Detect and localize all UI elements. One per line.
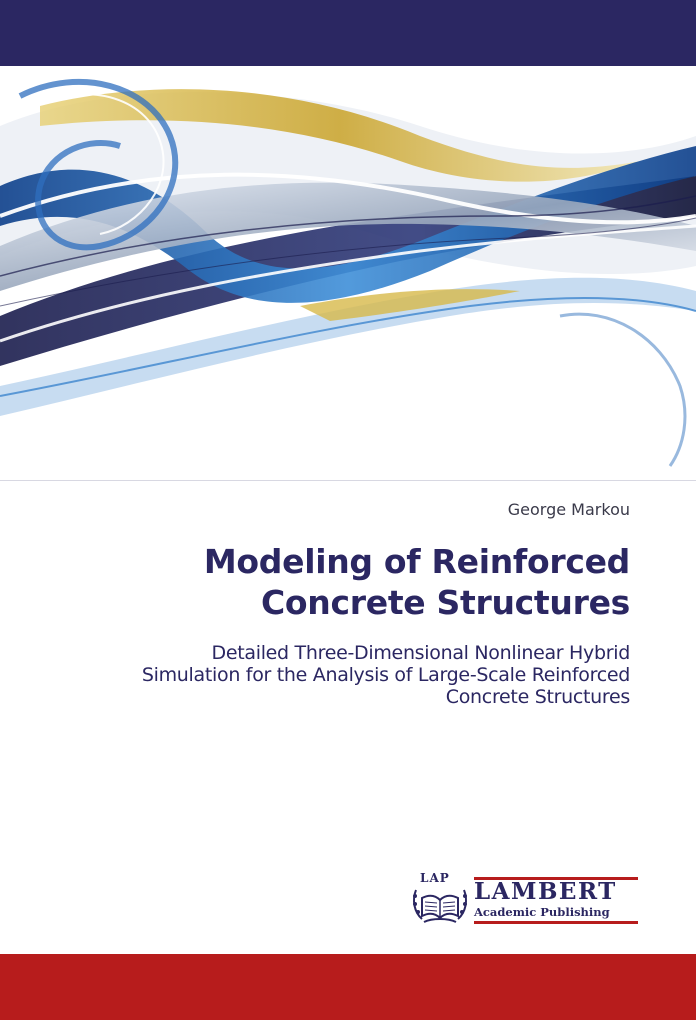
top-color-band <box>0 0 696 66</box>
lap-emblem-text: LAP <box>420 871 450 885</box>
abstract-swirl-graphic <box>0 66 696 480</box>
bottom-color-band <box>0 954 696 1020</box>
book-subtitle-line: Simulation for the Analysis of Large-Scale Reinforced <box>141 664 630 686</box>
publisher-rule-bottom <box>474 921 638 924</box>
artwork-divider <box>0 480 696 481</box>
book-title <box>70 541 630 623</box>
book-title-line: Concrete Structures <box>261 583 630 622</box>
publisher-name: LAMBERT <box>474 878 617 905</box>
book-subtitle <box>30 642 630 708</box>
publisher-subname: Academic Publishing <box>474 905 610 919</box>
book-subtitle-line: Concrete Structures <box>445 686 630 708</box>
cover-artwork <box>0 66 696 480</box>
book-title-line: Modeling of Reinforced <box>203 542 630 581</box>
book-subtitle-line: Detailed Three-Dimensional Nonlinear Hybrid <box>211 642 630 664</box>
publisher-logo <box>410 872 640 928</box>
author-name: George Markou <box>507 500 630 519</box>
